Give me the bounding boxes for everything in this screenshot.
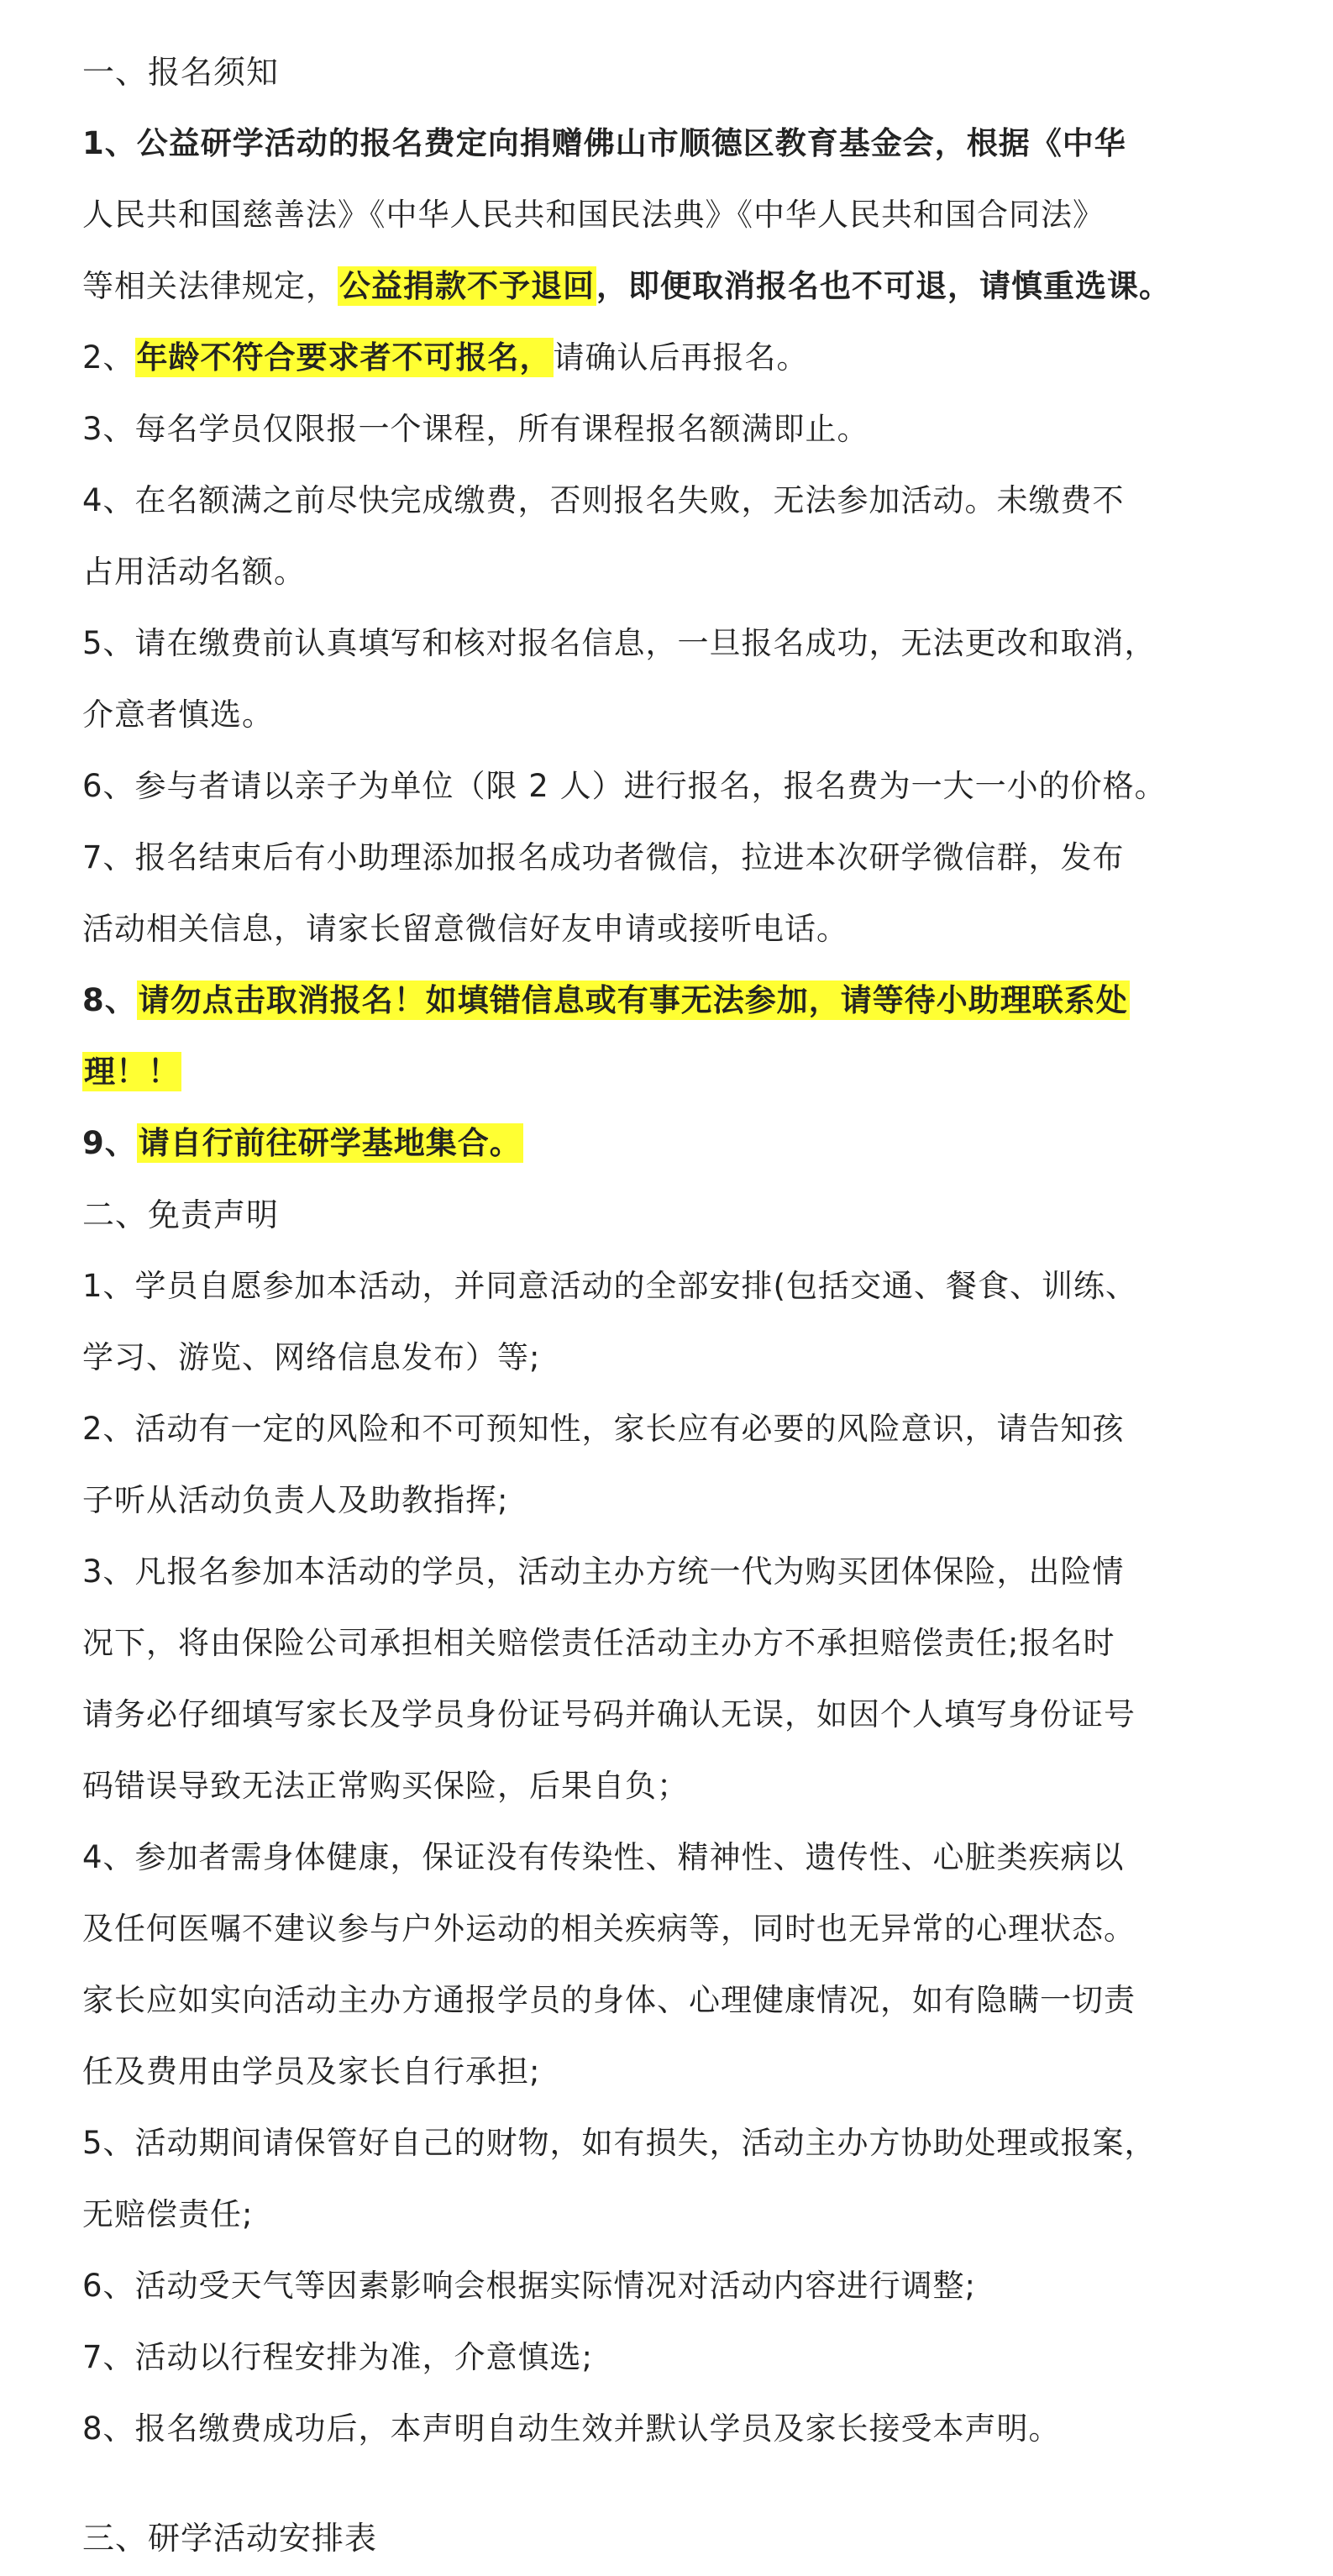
notice-line: 4、在名额满之前尽快完成缴费，否则报名失败，无法参加活动。未缴费不 <box>82 482 1125 518</box>
notice-line: 5、请在缴费前认真填写和核对报名信息，一旦报名成功，无法更改和取消， <box>82 625 1157 661</box>
notice-line: 6、参与者请以亲子为单位（限 2 人）进行报名，报名费为一大一小的价格。 <box>82 768 1167 804</box>
notice-line <box>82 336 809 380</box>
notice-text: ，即便取消报名也不可退，请慎重选课。 <box>596 268 1171 304</box>
section-heading-schedule: 三、研学活动安排表 <box>82 2520 378 2557</box>
notice-line <box>82 122 1126 166</box>
notice-text: 1、公益研学活动的报名费定向捐赠佛山市顺德区教育基金会，根据《中华 <box>82 125 1126 161</box>
disclaimer-line: 7、活动以行程安排为准，介意慎选; <box>82 2339 594 2375</box>
disclaimer-line: 请务必仔细填写家长及学员身份证号码并确认无误，如因个人填写身份证号 <box>82 1696 1136 1732</box>
disclaimer-line: 学习、游览、网络信息发布）等; <box>82 1339 541 1375</box>
highlight-age-requirement: 年龄不符合要求者不可报名， <box>136 339 552 376</box>
notice-line <box>82 265 1171 308</box>
disclaimer-line: 3、凡报名参加本活动的学员，活动主办方统一代为购买团体保险，出险情 <box>82 1553 1125 1590</box>
notice-line: 介意者慎选。 <box>82 697 274 733</box>
disclaimer-line: 8、报名缴费成功后，本声明自动生效并默认学员及家长接受本声明。 <box>82 2410 1061 2447</box>
highlight-do-not-cancel: 请勿点击取消报名！如填错信息或有事无法参加，请等待小助理联系处 <box>138 982 1128 1018</box>
notice-line: 活动相关信息，请家长留意微信好友申请或接听电话。 <box>82 911 848 947</box>
disclaimer-line: 4、参加者需身体健康，保证没有传染性、精神性、遗传性、心脏类疾病以 <box>82 1839 1125 1875</box>
disclaimer-line: 6、活动受天气等因素影响会根据实际情况对活动内容进行调整; <box>82 2268 977 2304</box>
notice-text: 等相关法律规定， <box>82 268 338 304</box>
disclaimer-line: 2、活动有一定的风险和不可预知性，家长应有必要的风险意识，请告知孩 <box>82 1411 1125 1447</box>
item-number: 2、 <box>82 339 135 376</box>
section-heading-registration-notice: 一、报名须知 <box>82 54 280 91</box>
disclaimer-line: 况下，将由保险公司承担相关赔偿责任活动主办方不承担赔偿责任;报名时 <box>82 1625 1115 1661</box>
item-number: 9、 <box>82 1125 137 1161</box>
disclaimer-line: 无赔偿责任; <box>82 2196 254 2232</box>
notice-line <box>82 979 1130 1023</box>
disclaimer-line: 家长应如实向活动主办方通报学员的身体、心理健康情况，如有隐瞒一切责 <box>82 1982 1136 2018</box>
notice-line: 人民共和国慈善法》《中华人民共和国民法典》《中华人民共和国合同法》 <box>82 197 1105 233</box>
disclaimer-line: 任及费用由学员及家长自行承担; <box>82 2053 541 2090</box>
notice-line <box>82 1050 181 1094</box>
disclaimer-line: 码错误导致无法正常购买保险，后果自负； <box>82 1768 689 1804</box>
disclaimer-line: 5、活动期间请保管好自己的财物，如有损失，活动主办方协助处理或报案， <box>82 2125 1157 2161</box>
highlight-do-not-cancel-cont: 理！！ <box>84 1054 180 1090</box>
disclaimer-line: 1、学员自愿参加本活动，并同意活动的全部安排(包括交通、餐食、训练、 <box>82 1268 1137 1304</box>
notice-text: 请确认后再报名。 <box>553 339 809 376</box>
item-number: 8、 <box>82 982 137 1018</box>
notice-line <box>82 1122 523 1165</box>
highlight-self-travel: 请自行前往研学基地集合。 <box>138 1125 522 1161</box>
disclaimer-line: 及任何医嘱不建议参与户外运动的相关疾病等，同时也无异常的心理状态。 <box>82 1911 1136 1947</box>
notice-line: 7、报名结束后有小助理添加报名成功者微信，拉进本次研学微信群，发布 <box>82 839 1125 875</box>
section-heading-disclaimer: 二、免责声明 <box>82 1196 280 1233</box>
disclaimer-line: 子听从活动负责人及助教指挥; <box>82 1482 509 1518</box>
notice-line: 3、每名学员仅限报一个课程，所有课程报名额满即止。 <box>82 411 869 447</box>
highlight-no-refund: 公益捐款不予退回 <box>339 268 595 304</box>
notice-line: 占用活动名额。 <box>82 554 306 590</box>
